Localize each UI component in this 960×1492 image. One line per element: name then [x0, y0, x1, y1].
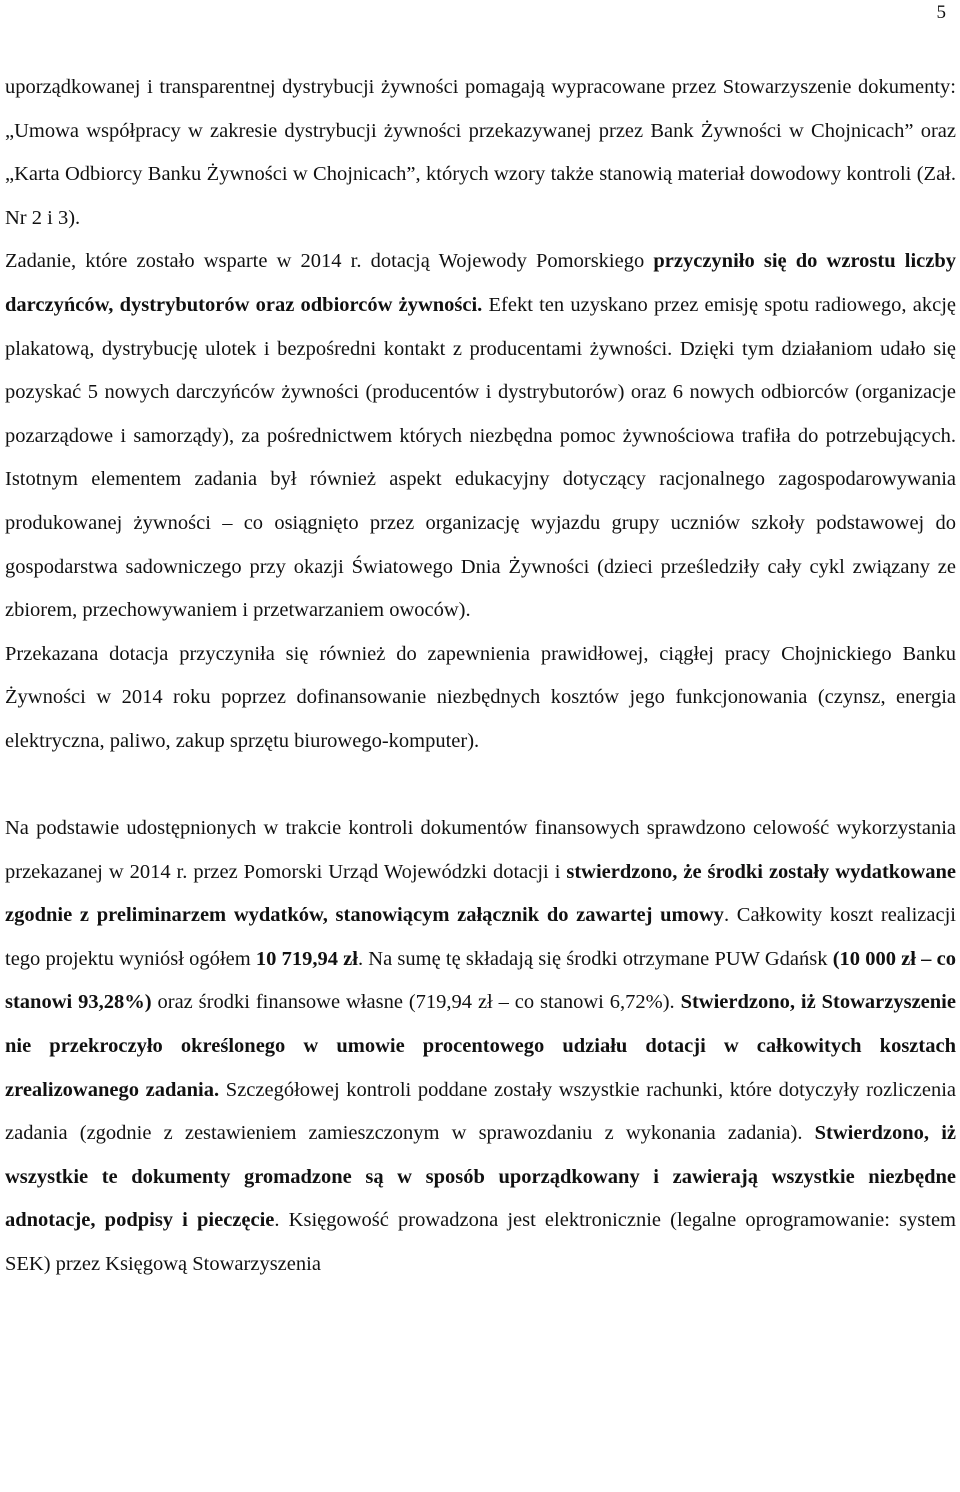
page-number: 5: [936, 2, 946, 23]
paragraph-distribution-documents: [5, 66, 956, 240]
text-span: Szczegółowej kontroli poddane zostały wszystkie rachunki, które dotyczyły rozliczenia zadania (zgodnie z zestawieniem zamieszczonym w sprawozdaniu z wykonania zadania).: [5, 1078, 956, 1145]
text-span: Zadanie, które zostało wsparte w 2014 r. dotacją Wojewody Pomorskiego: [5, 250, 654, 273]
text-span: oraz środki finansowe własne (719,94 zł – co stanowi 6,72%).: [151, 991, 681, 1014]
text-span: Na podstawie udostępnionych w trakcie kontroli dokumentów finansowych sprawdzono celowość wykorzystania przekazanej w 2014 r. przez Pomorski Urząd Wojewódzki dotacji i: [5, 817, 956, 883]
text-span: . Całkowity koszt realizacji tego projektu wyniósł ogółem: [5, 904, 956, 970]
text-span: Przekazana dotacja przyczyniła się również do zapewnienia prawidłowej, ciągłej pracy Chojnickiego Banku Żywności w 2014 roku poprzez dofinansowanie niezbędnych kosztów jego funkcjonowania (czynsz, energia elektryczna, paliwo, zakup sprzętu biurowego-komputer).: [5, 642, 956, 752]
bold-grant-share: (10 000 zł – co stanowi 93,28%): [5, 947, 956, 1014]
text-span: uporządkowanej i transparentnej dystrybucji żywności pomagają wypracowane przez Stowarzyszenie dokumenty: „Umowa współpracy w zakresie dystrybucji żywności przekazywanej przez Bank Żywności w Chojnicach” oraz „Karta Odbiorcy Banku Żywności w Chojnicach”, których wzory także stanowią materiał dowodowy kontroli (Zał. Nr 2 i 3).: [5, 76, 956, 229]
bold-total-cost: 10 719,94 zł: [255, 947, 358, 970]
paragraph-grant-operations: [5, 633, 956, 764]
bold-statement: stwierdzono, że środki zostały wydatkowane zgodnie z preliminarzem wydatków, stanowiącym załącznik do zawartej umowy: [5, 860, 956, 927]
paragraph-financial-control: [5, 807, 956, 1287]
text-span: . Księgowość prowadzona jest elektronicznie (legalne oprogramowanie: system SEK) przez Księgową Stowarzyszenia: [5, 1209, 956, 1276]
paragraph-task-effects: [5, 240, 956, 632]
bold-statement: Stwierdzono, iż wszystkie te dokumenty gromadzone są w sposób uporządkowany i zawierają wszystkie niezbędne adnotacje, podpisy i pieczęcie: [5, 1122, 957, 1232]
paragraph-gap: [5, 764, 956, 808]
body-text: [5, 66, 956, 1287]
bold-statement: Stwierdzono, iż Stowarzyszenie nie przekroczyło określonego w umowie procentowego udziału dotacji w całkowitych kosztach zrealizowanego zadania.: [5, 991, 956, 1101]
bold-statement: przyczyniło się do wzrostu liczby darczyńców, dystrybutorów oraz odbiorców żywności.: [5, 250, 957, 316]
text-span: . Na sumę tę składają się środki otrzymane PUW Gdańsk: [357, 947, 833, 970]
text-span: Efekt ten uzyskano przez emisję spotu radiowego, akcję plakatową, dystrybucję ulotek i bezpośredni kontakt z producentami żywności. Dzięki tym działaniom udało się pozyskać 5 nowych darczyńców żywności (producentów i dystrybutorów) oraz 6 nowych odbiorców (organizacje pozarządowe i samorządy), za pośrednictwem których niezbędna pomoc żywnościowa trafiła do potrzebujących. Istotnym elementem zadania był również aspekt edukacyjny dotyczący racjonalnego zagospodarowywania produkowanej żywności – co osiągnięto przez organizację wyjazdu grupy uczniów szkoły podstawowej do gospodarstwa sadowniczego przy okazji Światowego Dnia Żywności (dzieci prześledziły cały cykl związany ze zbiorem, przechowywaniem i przetwarzaniem owoców).: [5, 293, 956, 622]
